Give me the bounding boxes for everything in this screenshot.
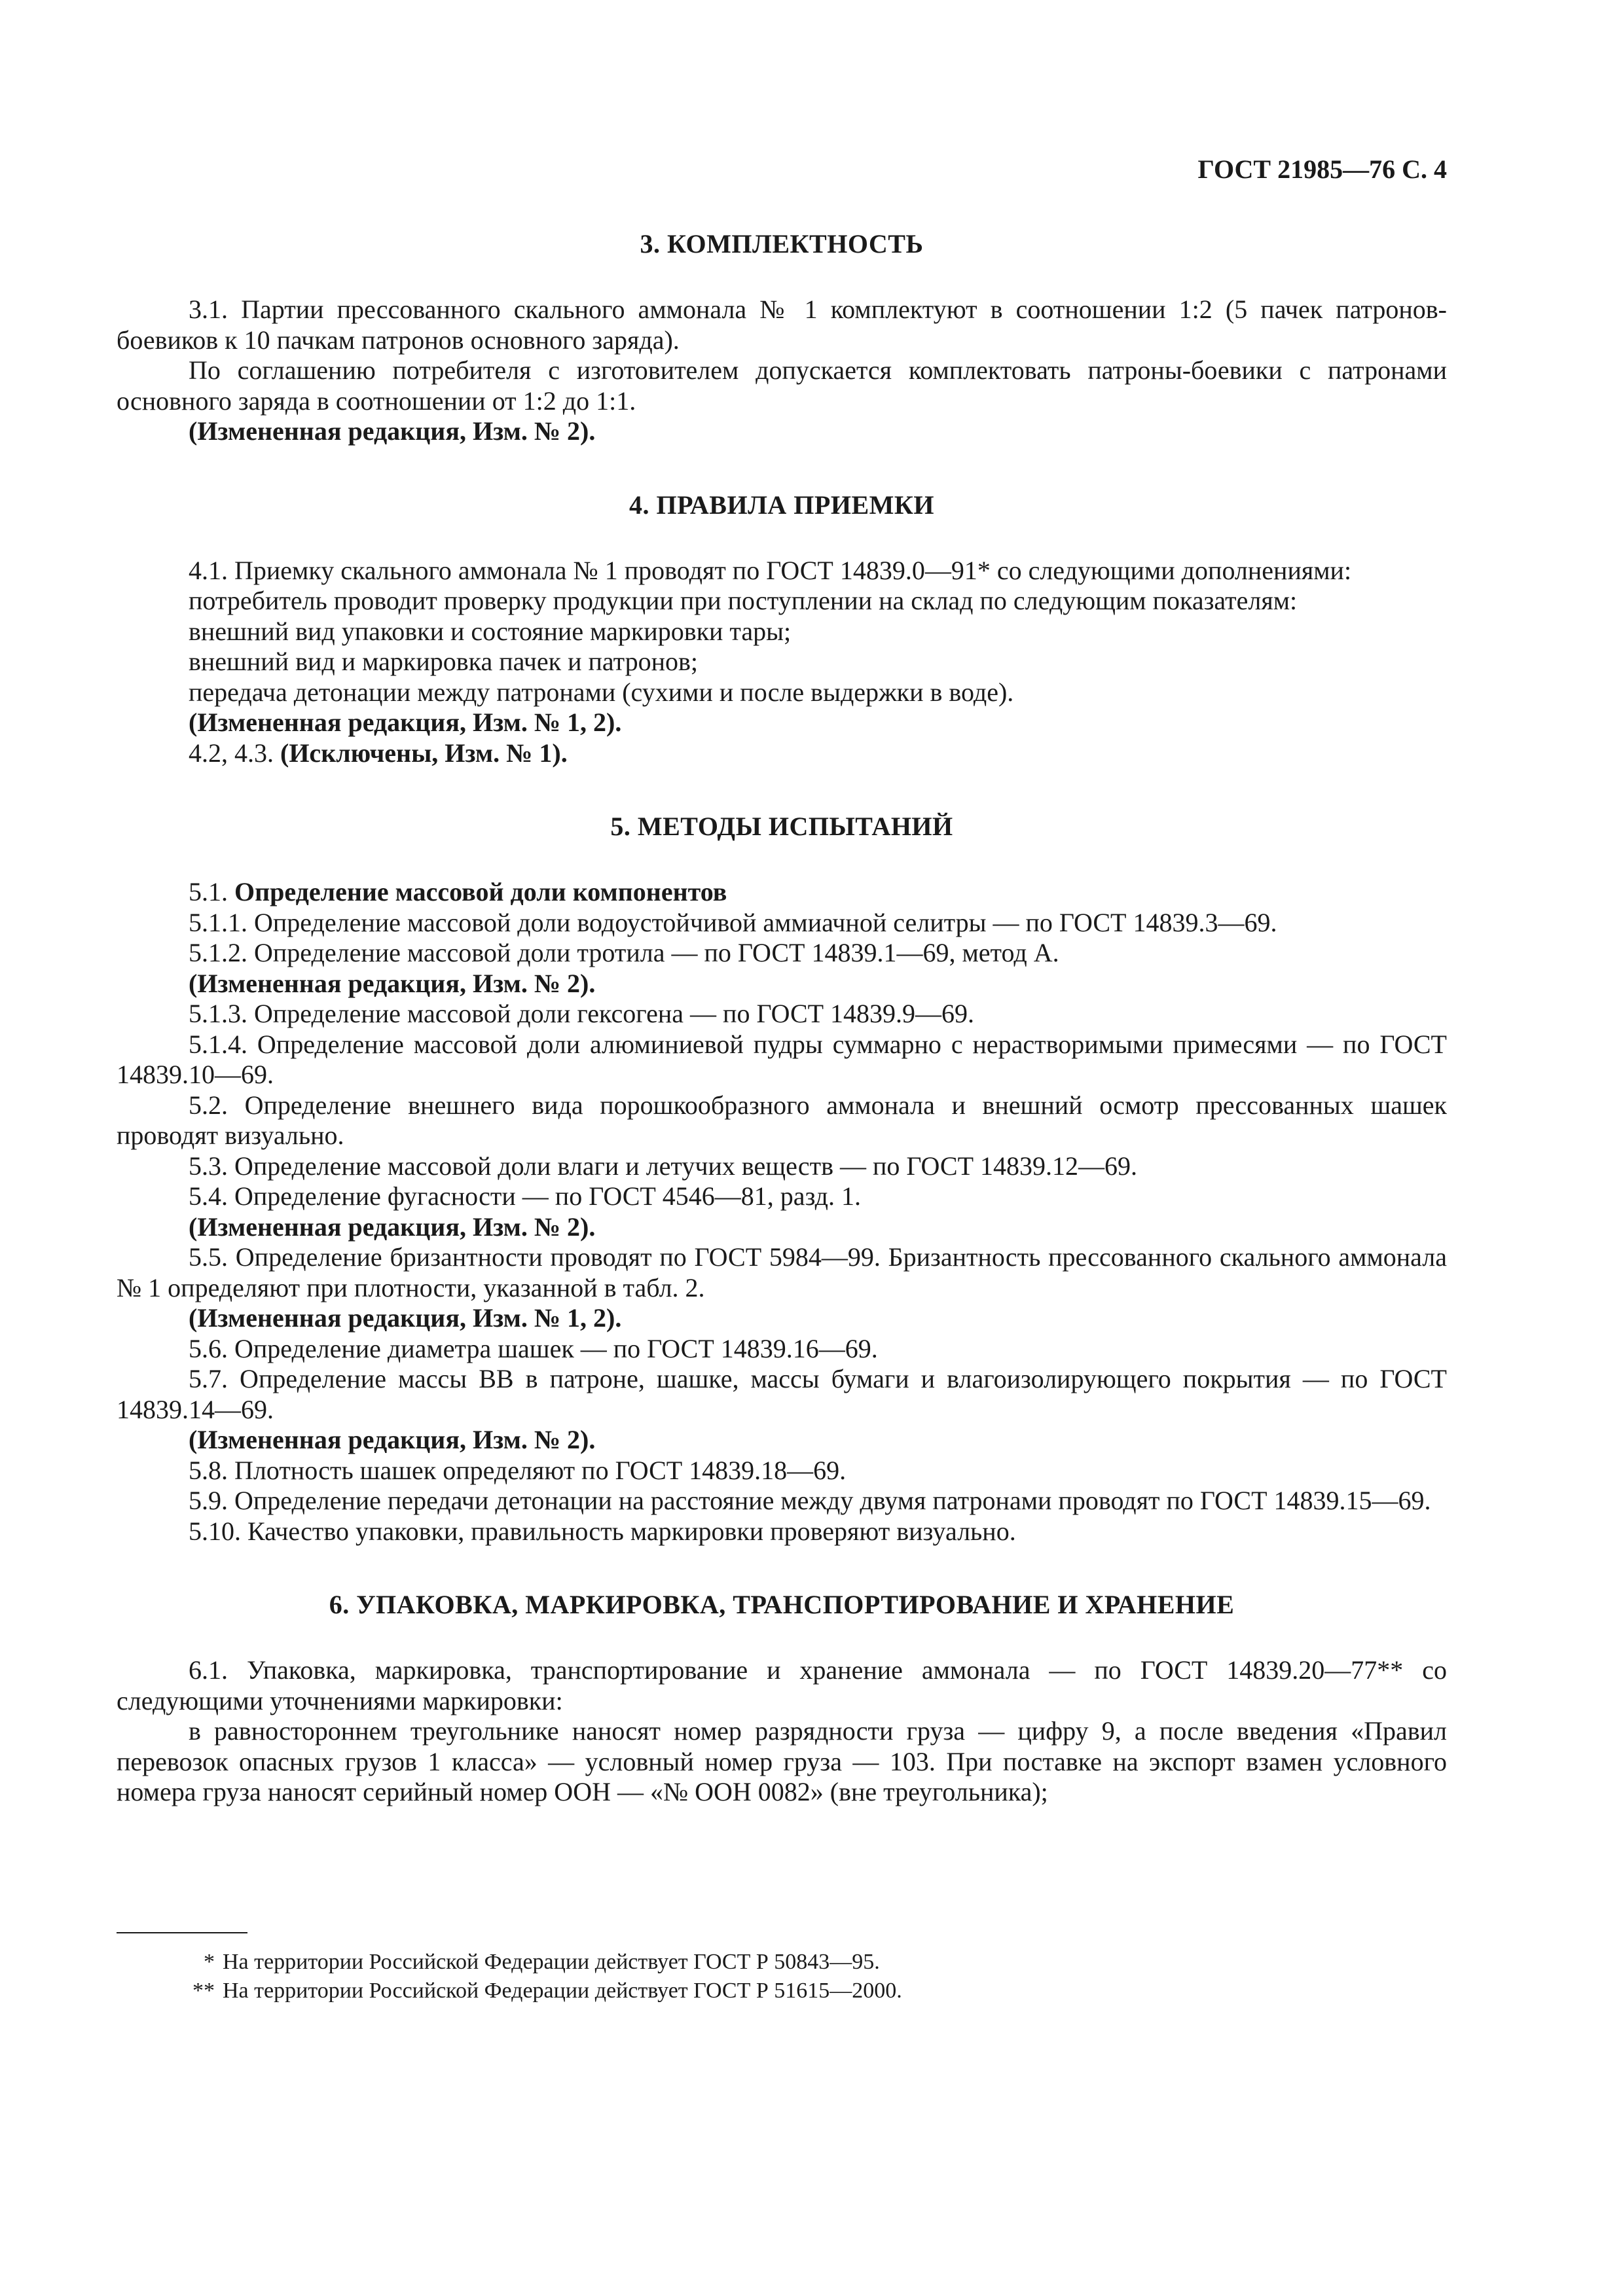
paragraph-5-1-3: 5.1.3. Определение массовой доли гексогена — по ГОСТ 14839.9—69. <box>189 999 975 1028</box>
footnote-text: На территории Российской Федерации действует ГОСТ Р 50843—95. <box>223 1950 880 1974</box>
amendment-note: (Измененная редакция, Изм. № 2). <box>189 1211 596 1242</box>
paragraph-5-8: 5.8. Плотность шашек определяют по ГОСТ 14839.18—69. <box>189 1455 847 1485</box>
amendment-note: (Измененная редакция, Изм. № 2). <box>189 416 596 446</box>
amendment-note: (Измененная редакция, Изм. № 2). <box>189 968 596 998</box>
paragraph-5-1-1: 5.1.1. Определение массовой доли водоустойчивой аммиачной селитры — по ГОСТ 14839.3—69. <box>189 907 1277 937</box>
paragraph-5-1-4: 5.1.4. Определение массовой доли алюминиевой пудры суммарно с нерастворимыми примесями — по ГОСТ 14839.10—69. <box>117 1029 1447 1089</box>
paragraph-6-1: 6.1. Упаковка, маркировка, транспортирование и хранение аммонала — по ГОСТ 14839.20—77** со следующими уточнениями маркировки: <box>117 1655 1447 1715</box>
footnote-divider <box>117 1932 247 1933</box>
paragraph-5-1-2: 5.1.2. Определение массовой доли тротила — по ГОСТ 14839.1—69, метод А. <box>189 938 1059 967</box>
section-title-6: 6. УПАКОВКА, МАРКИРОВКА, ТРАНСПОРТИРОВАНИЕ И ХРАНЕНИЕ <box>329 1590 1235 1619</box>
footnote-mark: * <box>204 1950 215 1974</box>
paragraph-4-1: 4.1. Приемку скального аммонала № 1 проводят по ГОСТ 14839.0—91* со следующими дополнениями: <box>189 555 1352 585</box>
paragraph-4-2-4-3 <box>117 738 1447 769</box>
paragraph-5-3: 5.3. Определение массовой доли влаги и летучих веществ — по ГОСТ 14839.12—69. <box>189 1151 1138 1181</box>
paragraph-5-7: 5.7. Определение массы ВВ в патроне, шашке, массы бумаги и влагоизолирующего покрытия — по ГОСТ 14839.14—69. <box>117 1364 1447 1424</box>
section-title-3: 3. КОМПЛЕКТНОСТЬ <box>640 229 924 259</box>
paragraph-6-1-triangle: в равностороннем треугольнике наносят номер разрядности груза — цифру 9, а после введения «Правил перевозок опасных грузов 1 класса» — условный номер груза — 103. При поставке на экспорт взамен условного номера груза наносят серийный номер ООН — «№ ООН 0082» (вне треугольника); <box>117 1716 1447 1806</box>
clause-heading: Определение массовой доли компонентов <box>234 877 727 906</box>
document-page <box>117 0 1447 2296</box>
paragraph-5-2: 5.2. Определение внешнего вида порошкообразного аммонала и внешний осмотр прессованных шашек проводят визуально. <box>117 1090 1447 1150</box>
amendment-note: (Измененная редакция, Изм. № 2). <box>189 1425 596 1454</box>
paragraph-5-9: 5.9. Определение передачи детонации на расстояние между двумя патронами проводят по ГОСТ 14839.15—69. <box>189 1486 1431 1515</box>
paragraph-5-6: 5.6. Определение диаметра шашек — по ГОСТ 14839.16—69. <box>189 1333 878 1363</box>
paragraph-5-4: 5.4. Определение фугасности — по ГОСТ 4546—81, разд. 1. <box>189 1181 861 1211</box>
paragraph-5-5: 5.5. Определение бризантности проводят по ГОСТ 5984—99. Бризантность прессованного скального аммонала № 1 определяют при плотности, указанной в табл. 2. <box>117 1242 1447 1302</box>
section-title-5: 5. МЕТОДЫ ИСПЫТАНИЙ <box>610 812 953 841</box>
footnote-text: На территории Российской Федерации действует ГОСТ Р 51615—2000. <box>223 1979 902 2003</box>
amendment-note: (Измененная редакция, Изм. № 1, 2). <box>189 1303 622 1333</box>
list-item: внешний вид и маркировка пачек и патронов; <box>189 647 698 676</box>
footnotes <box>117 1932 1447 2005</box>
footnote <box>117 1977 1447 2005</box>
amendment-note: (Исключены, Изм. № 1). <box>280 738 568 768</box>
clause-number: 5.1. <box>189 877 228 906</box>
paragraph-3-1: 3.1. Партии прессованного скального аммонала № 1 комплектуют в соотношении 1:2 (5 пачек патронов-боевиков к 10 пачкам патронов основного заряда). <box>117 295 1447 355</box>
document-body <box>117 229 1447 1808</box>
paragraph-5-1 <box>117 877 1447 908</box>
running-header: ГОСТ 21985—76 С. 4 <box>1197 154 1447 184</box>
paragraph-5-10: 5.10. Качество упаковки, правильность маркировки проверяют визуально. <box>189 1516 1016 1546</box>
paragraph-4-consumer-check: потребитель проводит проверку продукции при поступлении на склад по следующим показателям: <box>189 586 1298 615</box>
clause-number: 4.2, 4.3. <box>189 738 274 768</box>
paragraph-3-agreement: По соглашению потребителя с изготовителем допускается комплектовать патроны-боевики с патронами основного заряда в соотношении от 1:2 до 1:1. <box>117 355 1447 416</box>
amendment-note: (Измененная редакция, Изм. № 1, 2). <box>189 708 622 737</box>
footnote-mark: ** <box>192 1979 215 2003</box>
footnote <box>117 1948 1447 1977</box>
list-item: внешний вид упаковки и состояние маркировки тары; <box>189 616 792 646</box>
section-title-4: 4. ПРАВИЛА ПРИЕМКИ <box>629 490 934 520</box>
list-item: передача детонации между патронами (сухими и после выдержки в воде). <box>189 677 1014 707</box>
